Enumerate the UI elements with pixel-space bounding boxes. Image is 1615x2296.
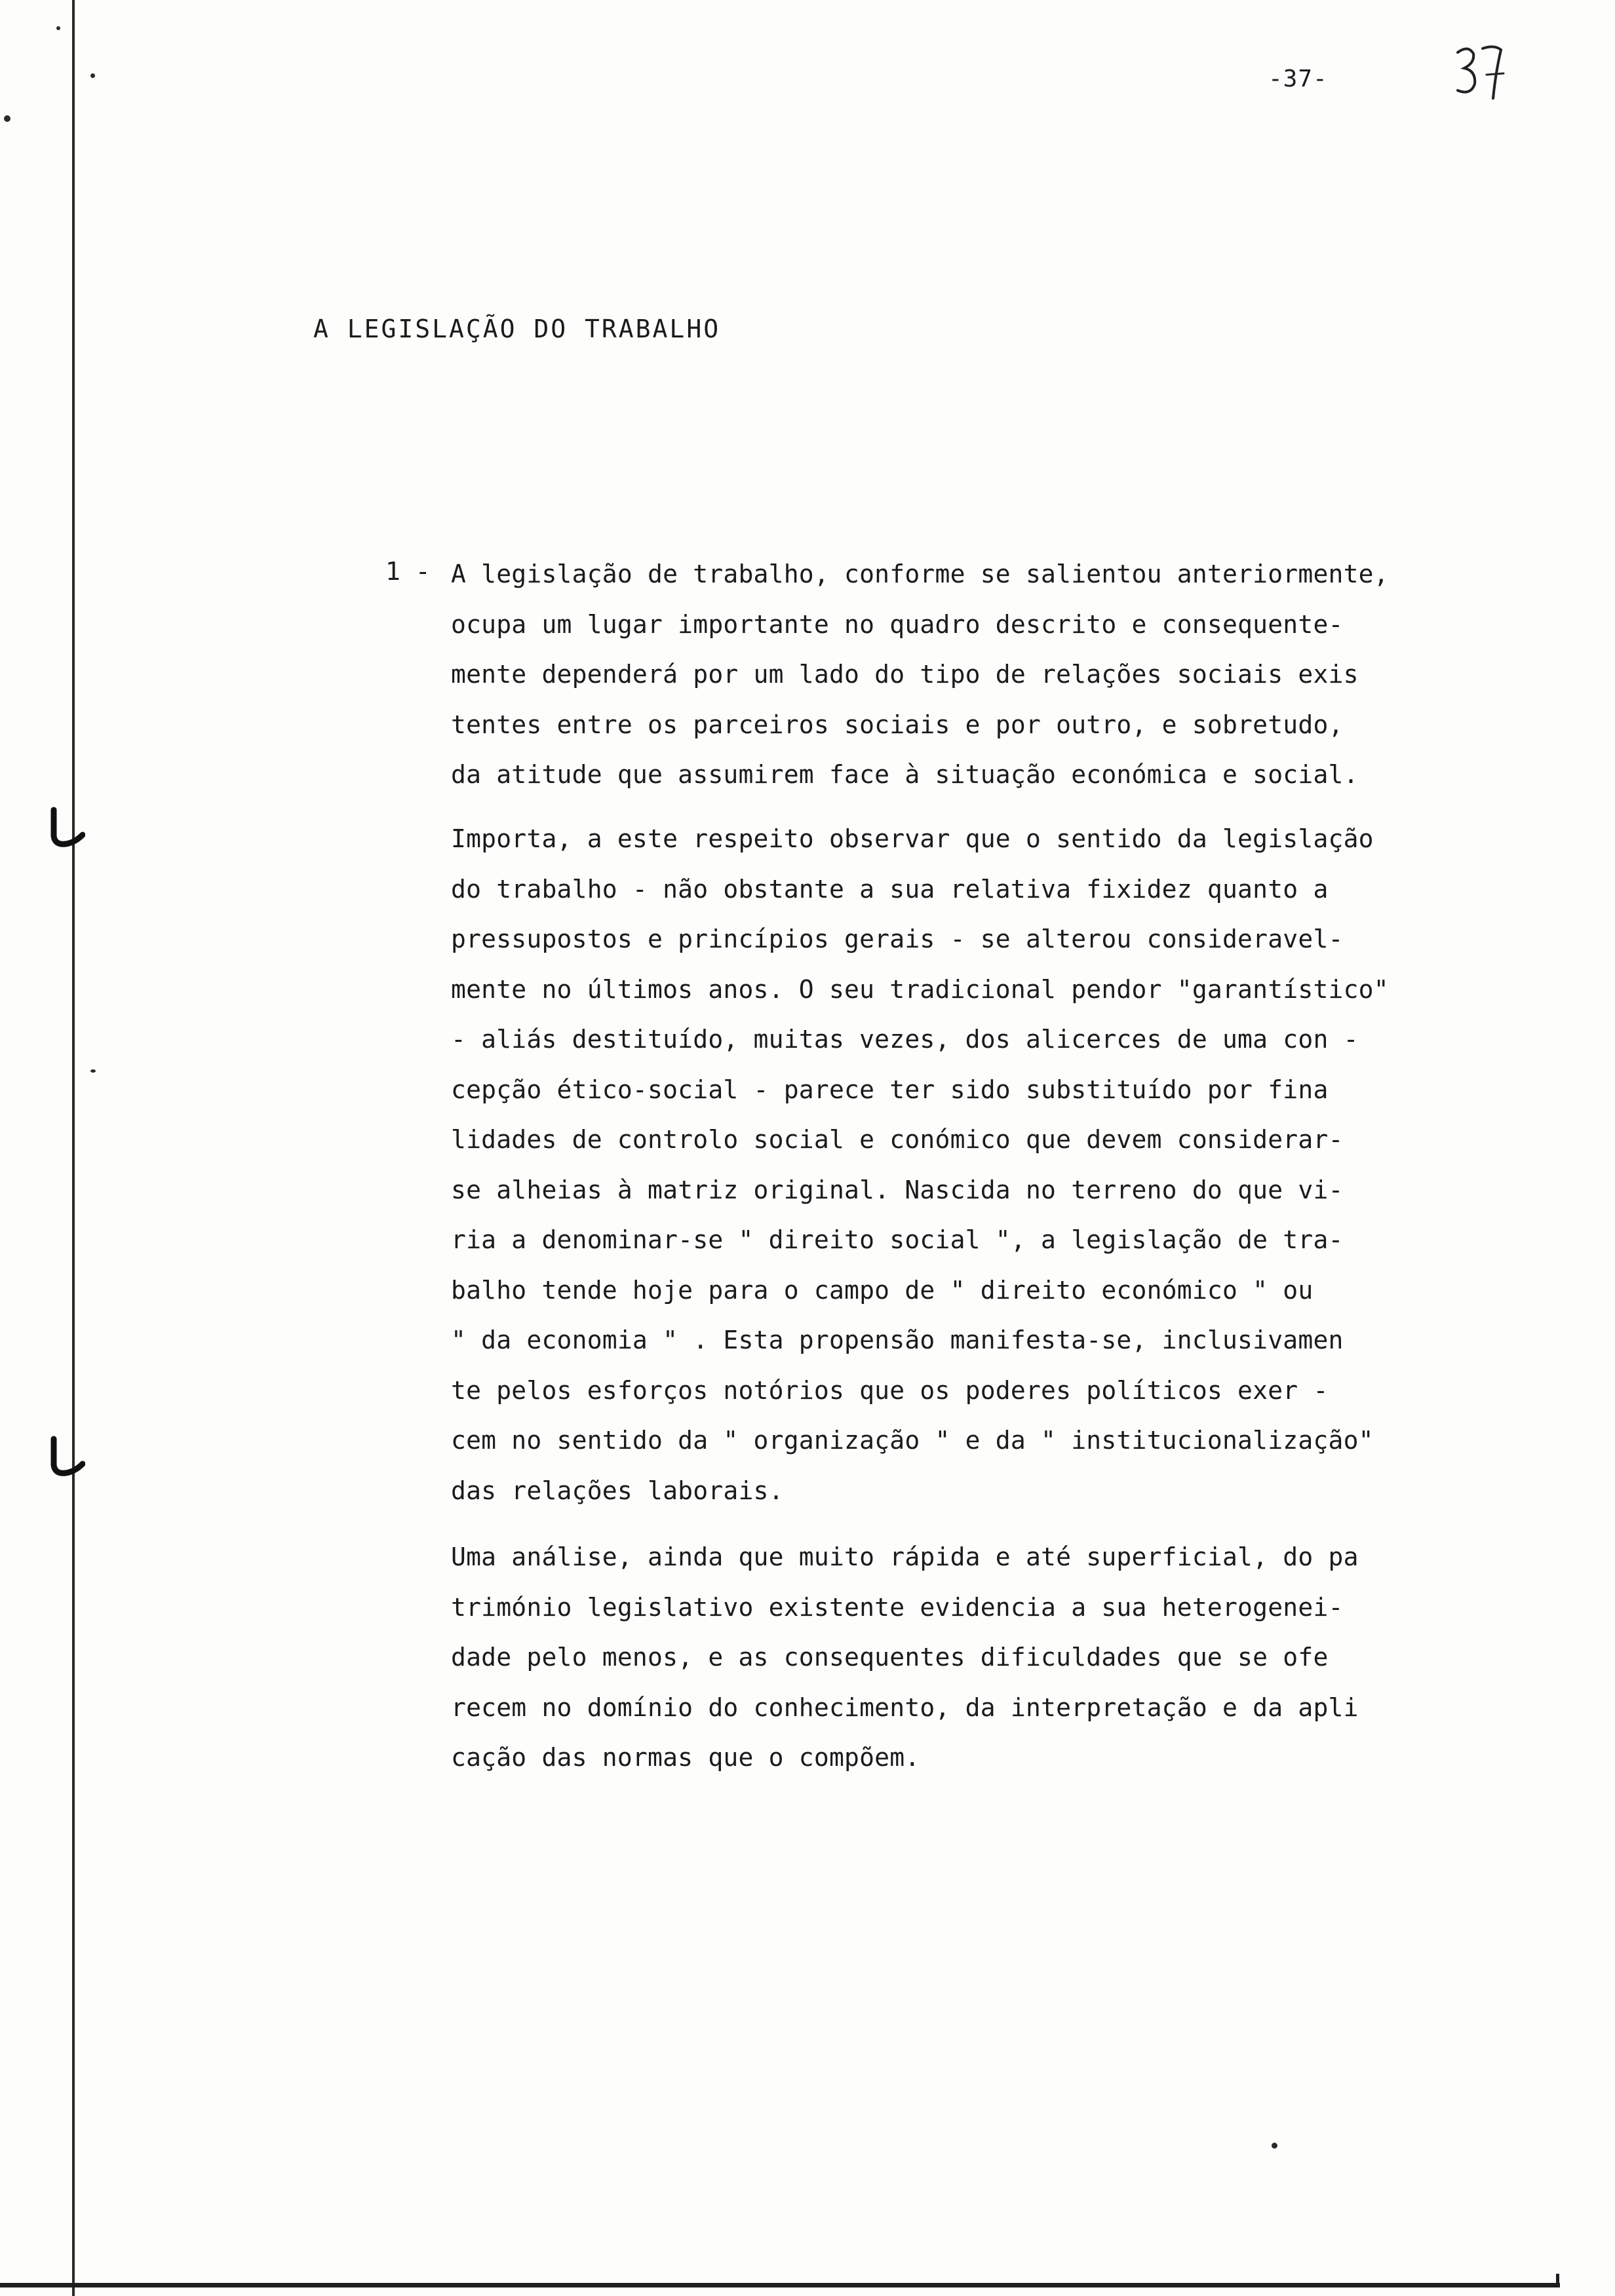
text-line: das relações laborais. (451, 1476, 784, 1505)
text-line: balho tende hoje para o campo de " direito económico " ou (451, 1275, 1313, 1305)
text-line: mente dependerá por um lado do tipo de relações sociais exis (451, 660, 1359, 689)
text-line: " da economia " . Esta propensão manifesta-se, inclusivamen (451, 1326, 1344, 1354)
section-number: 1 - (385, 557, 431, 586)
scan-speck (1272, 2143, 1277, 2149)
paragraph (451, 814, 1473, 1516)
binder-bracket-bottom (46, 1435, 85, 1481)
paragraph (451, 1532, 1473, 1783)
left-margin-rule (72, 0, 75, 2296)
text-line: da atitude que assumirem face à situação económica e social. (451, 760, 1359, 789)
scan-speck (90, 73, 95, 78)
text-line: Importa, a este respeito observar que o sentido da legislação (451, 824, 1374, 853)
text-line: do trabalho - não obstante a sua relativa fixidez quanto a (451, 874, 1329, 904)
handwritten-page-number (1449, 33, 1508, 105)
scan-speck (90, 1069, 96, 1073)
scan-speck (4, 115, 10, 122)
text-line: dade pelo menos, e as consequentes dificuldades que se ofe (451, 1643, 1329, 1672)
text-line: ria a denominar-se " direito social ", a legislação de tra- (451, 1225, 1344, 1254)
text-line: cepção ético-social - parece ter sido substituído por fina (451, 1075, 1329, 1104)
text-line: trimónio legislativo existente evidencia a sua heterogenei- (451, 1592, 1344, 1622)
binder-bracket-top (46, 806, 85, 852)
paragraph (451, 549, 1473, 800)
text-line: te pelos esforços notórios que os poderes políticos exer - (451, 1375, 1329, 1405)
text-line: - aliás destituído, muitas vezes, dos alicerces de uma con - (451, 1025, 1359, 1054)
text-line: Uma análise, ainda que muito rápida e até superficial, do pa (451, 1542, 1359, 1571)
text-line: ocupa um lugar importante no quadro descrito e consequente- (451, 609, 1344, 639)
page-number: -37- (1268, 66, 1328, 92)
text-line: cem no sentido da " organização " e da " institucionalização" (451, 1426, 1374, 1455)
bottom-rule-endmark (1556, 2274, 1559, 2287)
text-line: mente no últimos anos. O seu tradicional pendor "garantístico" (451, 974, 1389, 1004)
text-line: A legislação de trabalho, conforme se salientou anteriormente, (451, 560, 1389, 588)
text-line: pressupostos e princípios gerais - se alterou consideravel- (451, 925, 1344, 953)
text-line: recem no domínio do conhecimento, da interpretação e da apli (451, 1693, 1359, 1722)
text-line: cação das normas que o compõem. (451, 1743, 920, 1772)
text-line: tentes entre os parceiros sociais e por outro, e sobretudo, (451, 710, 1344, 739)
text-line: se alheias à matriz original. Nascida no terreno do que vi- (451, 1175, 1344, 1204)
text-line: lidades de controlo social e conómico que devem considerar- (451, 1125, 1344, 1154)
bottom-margin-rule (0, 2283, 1560, 2287)
scan-speck (56, 26, 60, 30)
document-title: A LEGISLAÇÃO DO TRABALHO (313, 315, 721, 343)
